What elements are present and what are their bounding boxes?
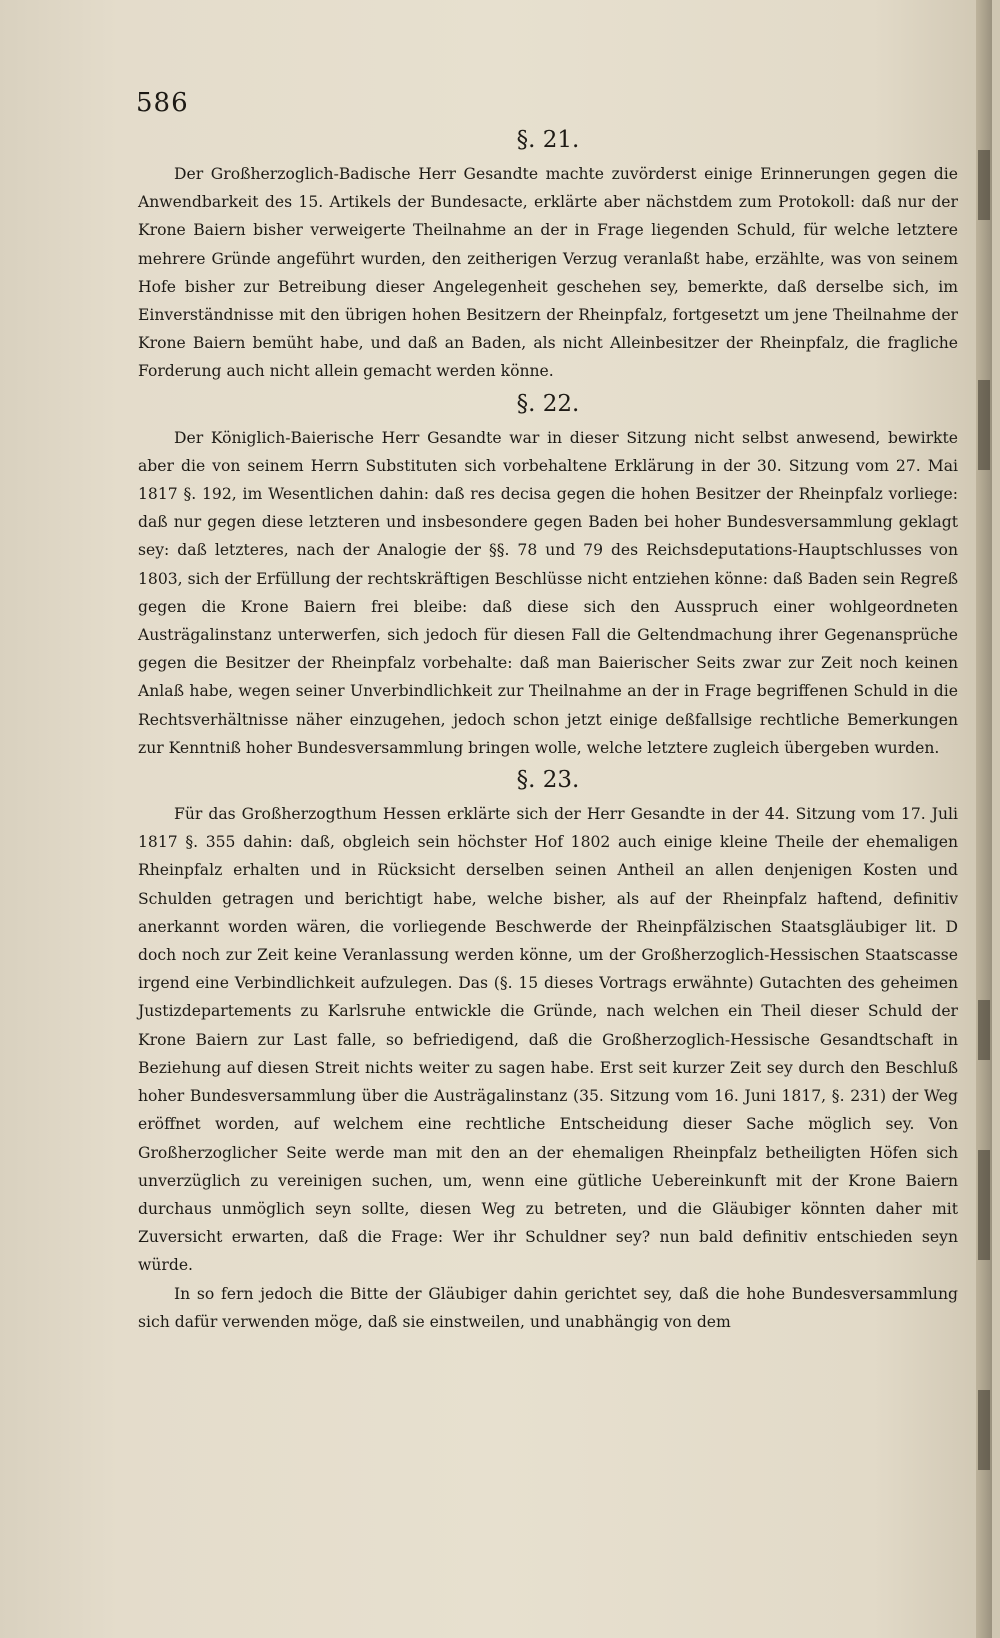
- page-body: [138, 126, 958, 1336]
- paragraph: [138, 1280, 958, 1336]
- paragraph-text: Für das Großherzogthum Hessen erklärte sich der Herr Gesandte in der 44. Sitzung vom 17. Juli 1817 §. 355 dahin: daß, obgleich sein höchster Hof 1802 auch einige kleine Theile der ehemaligen Rheinpfalz erhalten und in Rücksicht derselben seinen Antheil an allen denjenigen Kosten und Schulden getragen und berichtigt habe, welche bisher, als auf der Rheinpfalz haftend, definitiv anerkannt worden wären, die vorliegende Beschwerde der Rheinpfälzischen Staatsgläubiger lit. D doch noch zur Zeit keine Veranlassung werden könne, um der Großherzoglich-Hessischen Staatscasse irgend eine Verbindlichkeit aufzulegen. Das (§. 15 dieses Vortrags erwähnte) Gutachten des geheimen Justizdepartements zu Karlsruhe entwickle die Gründe, nach welchen ein Theil dieser Schuld der Krone Baiern zur Last falle, so befriedigend, daß die Großherzoglich-Hessische Gesandtschaft in Beziehung auf diesen Streit nichts weiter zu sagen habe. Erst seit kurzer Zeit sey durch den Beschluß hoher Bundesversammlung über die Austrägalinstanz (35. Sitzung vom 16. Juni 1817, §. 231) der Weg eröffnet worden, auf welchem eine rechtliche Entscheidung dieser Sache möglich sey. Von Großherzoglicher Seite werde man mit den an der ehemaligen Rheinpfalz betheiligten Höfen sich unverzüglich zu vereinigen suchen, um, wenn eine gütliche Uebereinkunft mit der Krone Baiern durchaus unmöglich seyn sollte, diesen Weg zu betreten, und die Gläubiger könnten daher mit Zuversicht erwarten, daß die Frage: Wer ihr Schuldner sey? nun bald definitiv entschieden seyn würde.: [138, 805, 958, 1275]
- paragraph-text: Der Großherzoglich-Badische Herr Gesandte machte zuvörderst einige Erinnerungen gegen die Anwendbarkeit des 15. Artikels der Bundesacte, erklärte aber nächstdem zum Protokoll: daß nur der Krone Baiern bisher verweigerte Theilnahme an der in Frage liegenden Schuld, für welche letztere mehrere Gründe angeführt wurden, den zeitherigen Verzug veranlaßt habe, erzählte, was von seinem Hofe bisher zur Betreibung dieser Angelegenheit geschehen sey, bemerkte, daß derselbe sich, im Einverständnisse mit den übrigen hohen Besitzern der Rheinpfalz, fortgesetzt um jene Theilnahme der Krone Baiern bemüht habe, und daß an Baden, als nicht Alleinbesitzer der Rheinpfalz, die fragliche Forderung auch nicht allein gemacht werden könne.: [138, 165, 958, 381]
- edge-shadow: [978, 380, 990, 470]
- edge-shadow: [978, 1000, 990, 1060]
- section-heading: §. 23.: [516, 767, 580, 794]
- edge-shadow: [978, 150, 990, 220]
- page-edge: [976, 0, 992, 1638]
- section-heading: §. 21.: [516, 127, 580, 153]
- paragraph: [138, 424, 958, 762]
- edge-shadow: [978, 1150, 990, 1260]
- paragraph-text: Der Königlich-Baierische Herr Gesandte war in dieser Sitzung nicht selbst anwesend, bewirkte aber die von seinem Herrn Substituten sich vorbehaltene Erklärung in der 30. Sitzung vom 27. Mai 1817 §. 192, im Wesentlichen dahin: daß res decisa gegen die hohen Besitzer der Rheinpfalz vorliege: daß nur gegen diese letzteren und insbesondere gegen Baden bei hoher Bundesversammlung geklagt sey: daß letzteres, nach der Analogie der §§. 78 und 79 des Reichsdeputations-Hauptschlusses von 1803, sich der Erfüllung der rechtskräftigen Beschlüsse nicht entziehen könne: daß Baden sein Regreß gegen die Krone Baiern frei bleibe: daß diese sich den Ausspruch einer wohlgeordneten Austrägalinstanz unterwerfen, sich jedoch für diesen Fall die Geltendmachung ihrer Gegenansprüche gegen die Besitzer der Rheinpfalz vorbehalte: daß man Baierischer Seits zwar zur Zeit noch keinen Anlaß habe, wegen seiner Unverbindlichkeit zur Theilnahme an der in Frage begriffenen Schuld in die Rechtsverhältnisse näher einzugehen, jedoch schon jetzt einige deßfallsige rechtliche Bemerkungen zur Kenntniß hoher Bundesversammlung bringen wolle, welche letztere zugleich übergeben wurden.: [138, 428, 958, 757]
- section-heading: §. 22.: [516, 390, 580, 417]
- page-number: 586: [136, 88, 189, 118]
- paragraph: [138, 160, 958, 386]
- edge-shadow: [978, 1390, 990, 1470]
- paragraph: [138, 800, 958, 1279]
- paragraph-text: In so fern jedoch die Bitte der Gläubiger dahin gerichtet sey, daß die hohe Bundesversammlung sich dafür verwenden möge, daß sie einstweilen, und unabhängig von dem: [138, 1284, 958, 1331]
